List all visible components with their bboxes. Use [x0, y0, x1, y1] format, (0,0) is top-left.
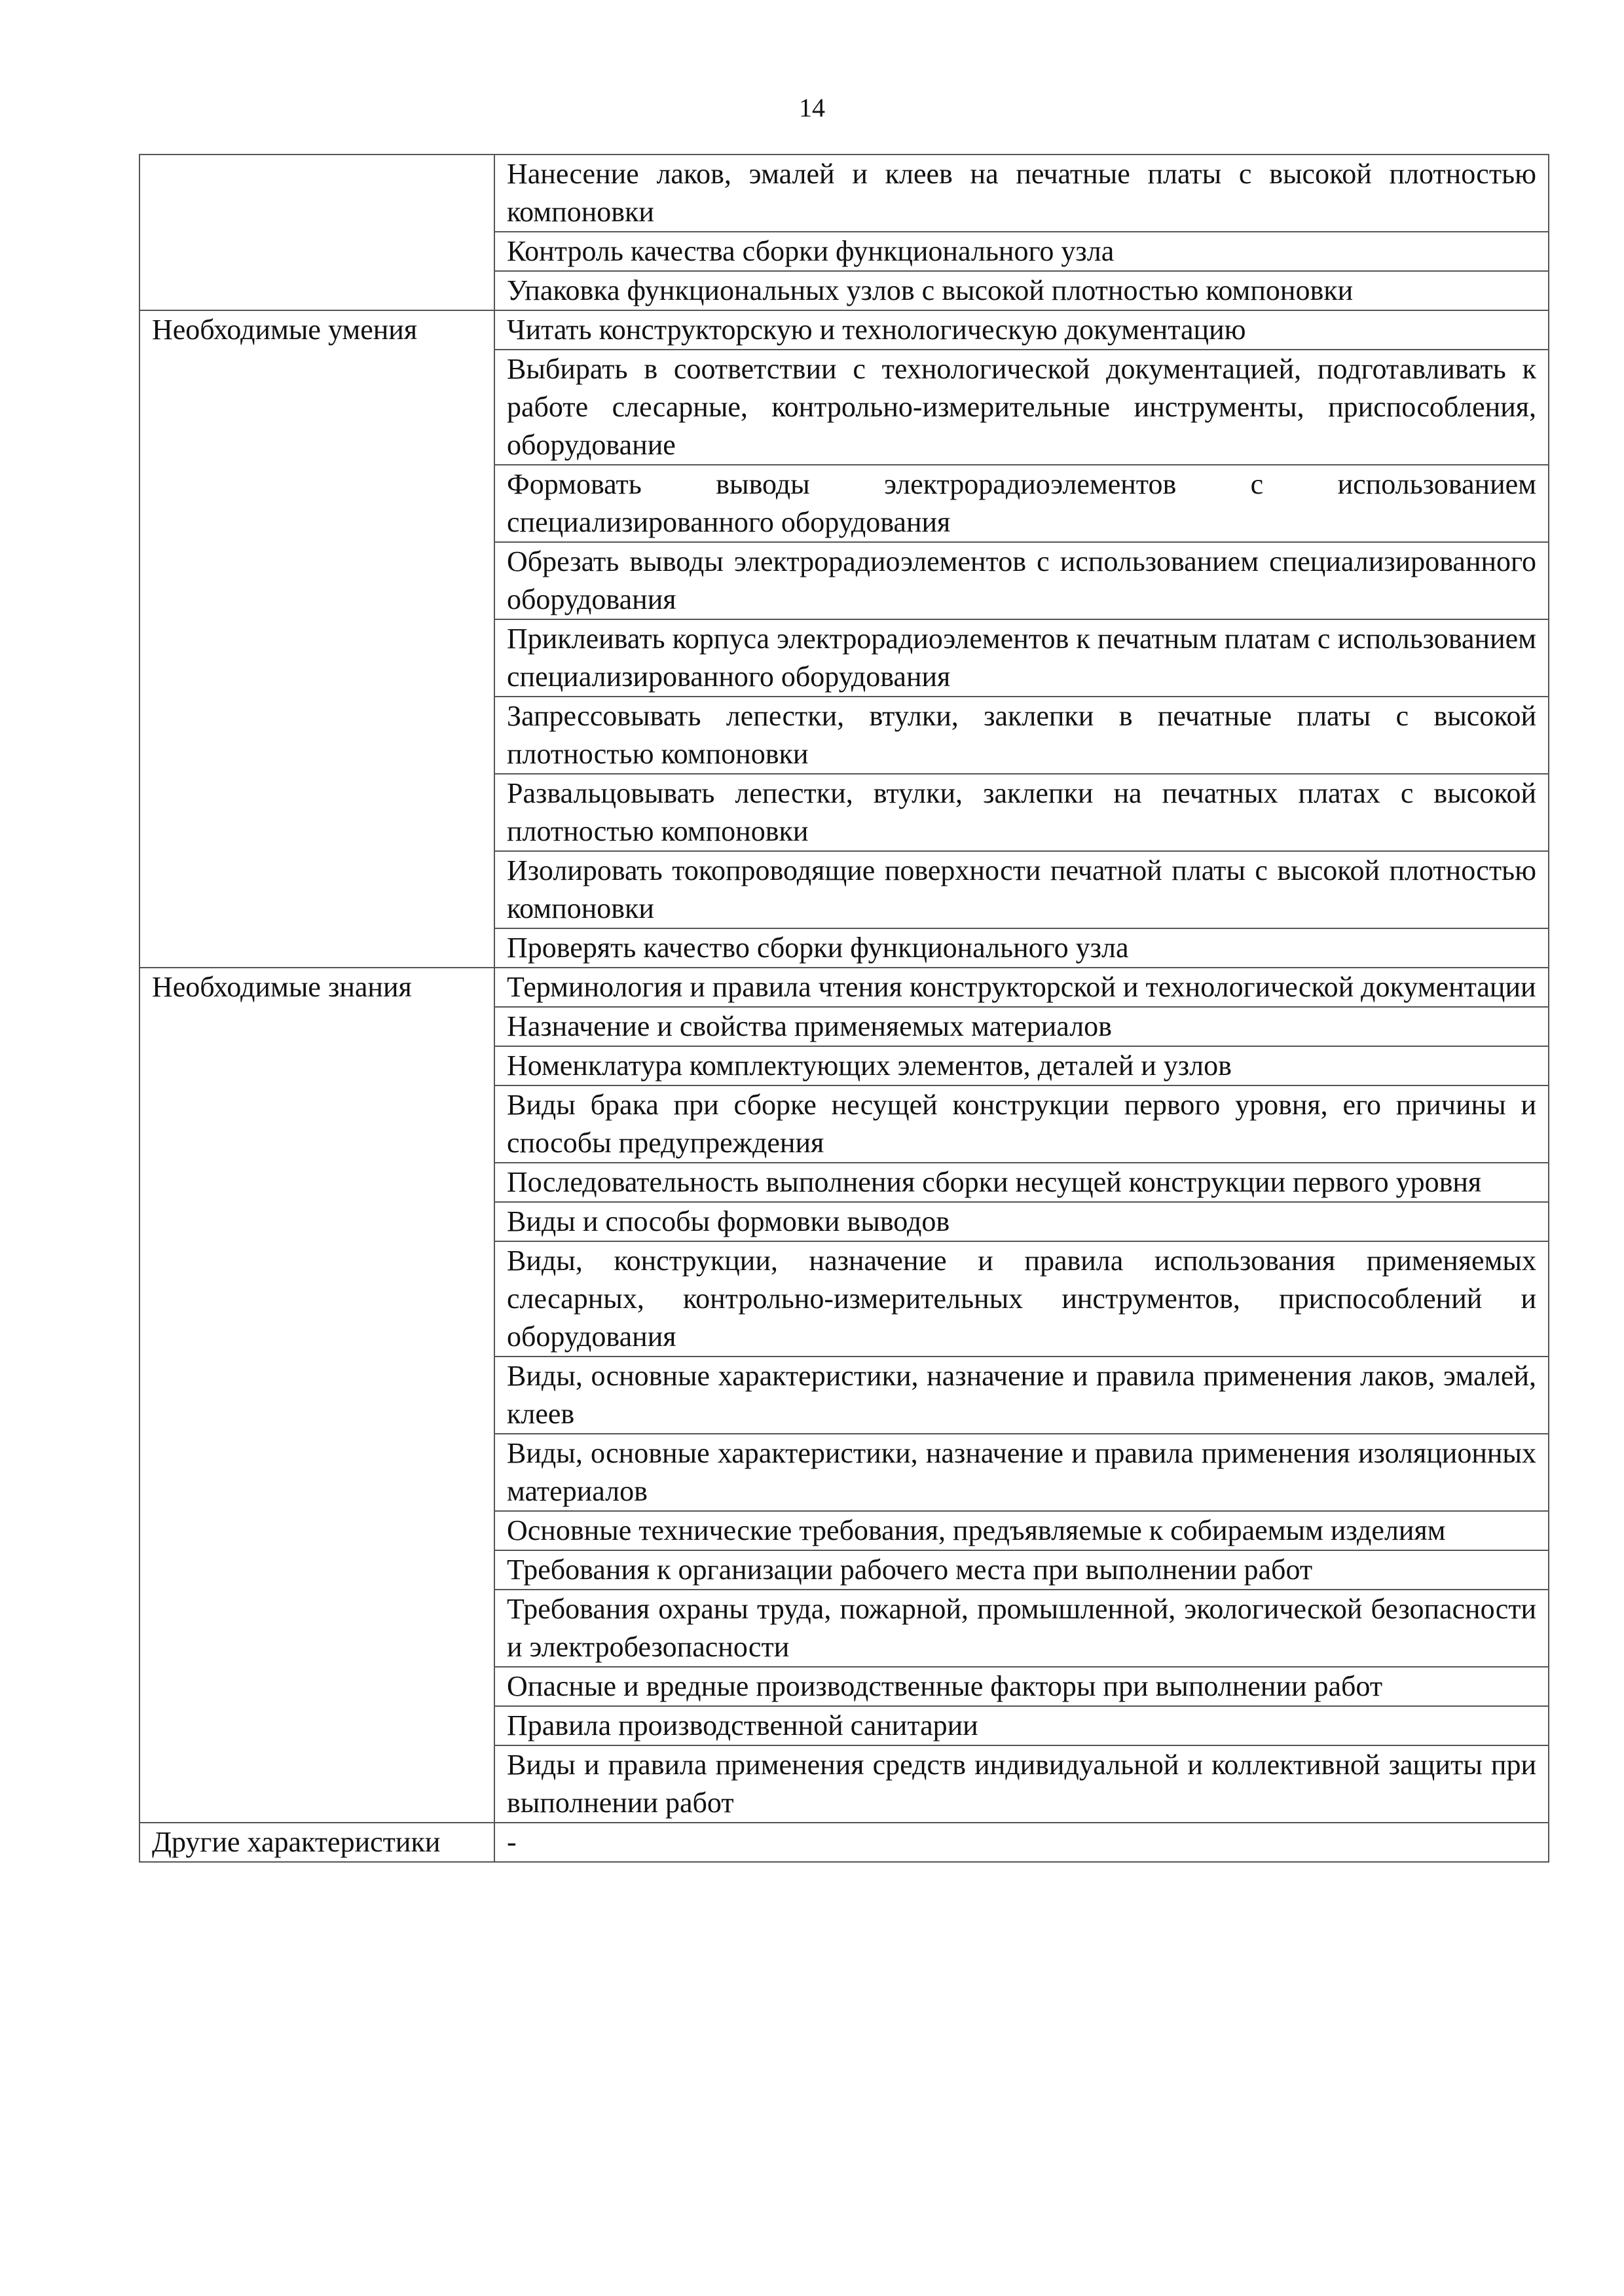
section-item: - — [494, 1823, 1549, 1862]
section-item: Основные технические требования, предъявляемые к собираемым изделиям — [494, 1511, 1549, 1550]
section-item: Виды, основные характеристики, назначение и правила применения изоляционных материалов — [494, 1434, 1549, 1511]
section-item: Терминология и правила чтения конструкторской и технологической документации — [494, 968, 1549, 1007]
section-item: Изолировать токопроводящие поверхности печатной платы с высокой плотностью компоновки — [494, 851, 1549, 928]
characteristics-table — [139, 154, 1549, 1863]
section-item: Последовательность выполнения сборки несущей конструкции первого уровня — [494, 1163, 1549, 1202]
section-label: Другие характеристики — [139, 1823, 494, 1862]
section-item: Обрезать выводы электрорадиоэлементов с использованием специализированного оборудования — [494, 542, 1549, 619]
table-row — [139, 1823, 1549, 1862]
section-item: Контроль качества сборки функционального узла — [494, 232, 1549, 271]
section-item: Номенклатура комплектующих элементов, деталей и узлов — [494, 1046, 1549, 1085]
section-item: Нанесение лаков, эмалей и клеев на печатные платы с высокой плотностью компоновки — [494, 155, 1549, 232]
table-row — [139, 310, 1549, 350]
section-item: Проверять качество сборки функционального узла — [494, 928, 1549, 968]
section-label: Необходимые знания — [139, 968, 494, 1823]
section-item: Требования охраны труда, пожарной, промышленной, экологической безопасности и электробезопасности — [494, 1590, 1549, 1667]
section-item: Читать конструкторскую и технологическую документацию — [494, 310, 1549, 350]
section-label — [139, 155, 494, 310]
section-item: Виды брака при сборке несущей конструкции первого уровня, его причины и способы предупреждения — [494, 1085, 1549, 1163]
section-item: Приклеивать корпуса электрорадиоэлементов к печатным платам с использованием специализированного оборудования — [494, 619, 1549, 697]
section-item: Требования к организации рабочего места при выполнении работ — [494, 1550, 1549, 1590]
section-label: Необходимые умения — [139, 310, 494, 968]
section-item: Виды, основные характеристики, назначение и правила применения лаков, эмалей, клеев — [494, 1357, 1549, 1434]
table-row — [139, 155, 1549, 232]
section-item: Правила производственной санитарии — [494, 1706, 1549, 1745]
section-item: Виды, конструкции, назначение и правила использования применяемых слесарных, контрольно-измерительных инструментов, приспособлений и оборудования — [494, 1241, 1549, 1357]
table-row — [139, 968, 1549, 1007]
section-item: Формовать выводы электрорадиоэлементов с использованием специализированного оборудования — [494, 465, 1549, 542]
section-item: Виды и правила применения средств индивидуальной и коллективной защиты при выполнении работ — [494, 1745, 1549, 1823]
section-item: Назначение и свойства применяемых материалов — [494, 1007, 1549, 1046]
section-item: Виды и способы формовки выводов — [494, 1202, 1549, 1241]
section-item: Развальцовывать лепестки, втулки, заклепки на печатных платах с высокой плотностью компоновки — [494, 774, 1549, 851]
section-item: Выбирать в соответствии с технологической документацией, подготавливать к работе слесарные, контрольно-измерительные инструменты, приспособления, оборудование — [494, 350, 1549, 465]
page-number: 14 — [799, 93, 825, 122]
section-item: Запрессовывать лепестки, втулки, заклепки в печатные платы с высокой плотностью компоновки — [494, 697, 1549, 774]
section-item: Опасные и вредные производственные факторы при выполнении работ — [494, 1667, 1549, 1706]
section-item: Упаковка функциональных узлов с высокой плотностью компоновки — [494, 271, 1549, 310]
